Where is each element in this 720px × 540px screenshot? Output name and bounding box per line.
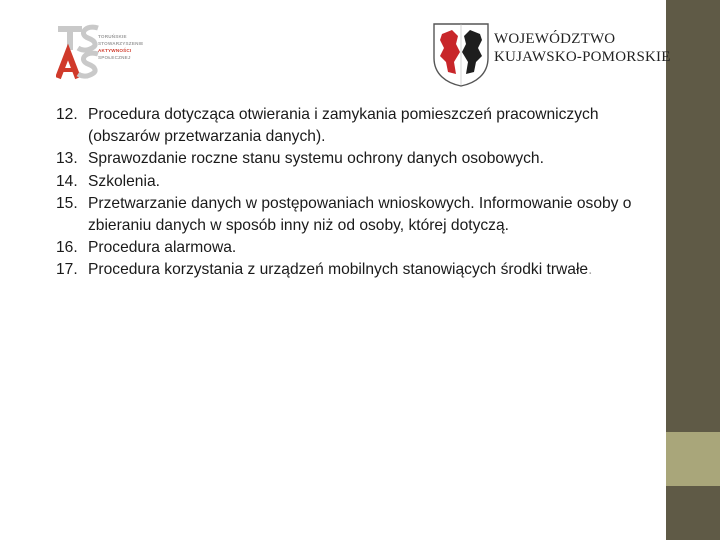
tsas-line-3: AKTYWNOŚCI: [98, 48, 132, 53]
sidebar-accent-block: [666, 432, 720, 486]
tsas-logo-text: [98, 33, 143, 61]
tsas-line-2: STOWARZYSZENIE: [98, 41, 144, 46]
voivodeship-line-1: WOJEWÓDZTWO: [494, 31, 616, 47]
list-item-number: 17.: [56, 261, 78, 279]
coat-of-arms-icon: [432, 22, 490, 88]
list-item-text: Sprawozdanie roczne stanu systemu ochrony danych osobowych.: [88, 150, 544, 168]
list-item: [56, 237, 656, 259]
list-item-number: 16.: [56, 239, 78, 257]
list-item-text: Procedura alarmowa.: [88, 239, 237, 257]
list-item: [56, 148, 656, 170]
list-item: [56, 171, 656, 193]
voivodeship-logo: [428, 20, 671, 92]
list-item: [56, 193, 656, 237]
list-item-number: 15.: [56, 194, 78, 212]
list-item-number: 14.: [56, 172, 78, 190]
voivodeship-line-2: KUJAWSKO-POMORSKIE: [494, 49, 671, 65]
list-item-text: Procedura dotycząca otwierania i zamykania pomieszczeń pracowniczych (obszarów przetwarzania danych).: [88, 106, 599, 146]
tsas-line-4: SPOŁECZNEJ: [98, 55, 131, 60]
procedure-list: [56, 104, 656, 282]
list-item: [56, 259, 656, 281]
list-item-text: Procedura korzystania z urządzeń mobilnych stanowiących środki trwałe: [88, 261, 589, 279]
list-item-text: Szkolenia.: [88, 172, 160, 190]
tsas-line-1: TORUŃSKIE: [98, 34, 127, 39]
voivodeship-name: [494, 30, 671, 66]
list-item: [56, 104, 656, 148]
list-item-number: 13.: [56, 150, 78, 168]
list-item-text: Przetwarzanie danych w postępowaniach wnioskowych. Informowanie osoby o zbieraniu danych w sposób inny niż od osoby, której dotyczą.: [88, 194, 632, 235]
list-item-tail: .: [588, 261, 593, 279]
list-item-number: 12.: [56, 106, 78, 123]
